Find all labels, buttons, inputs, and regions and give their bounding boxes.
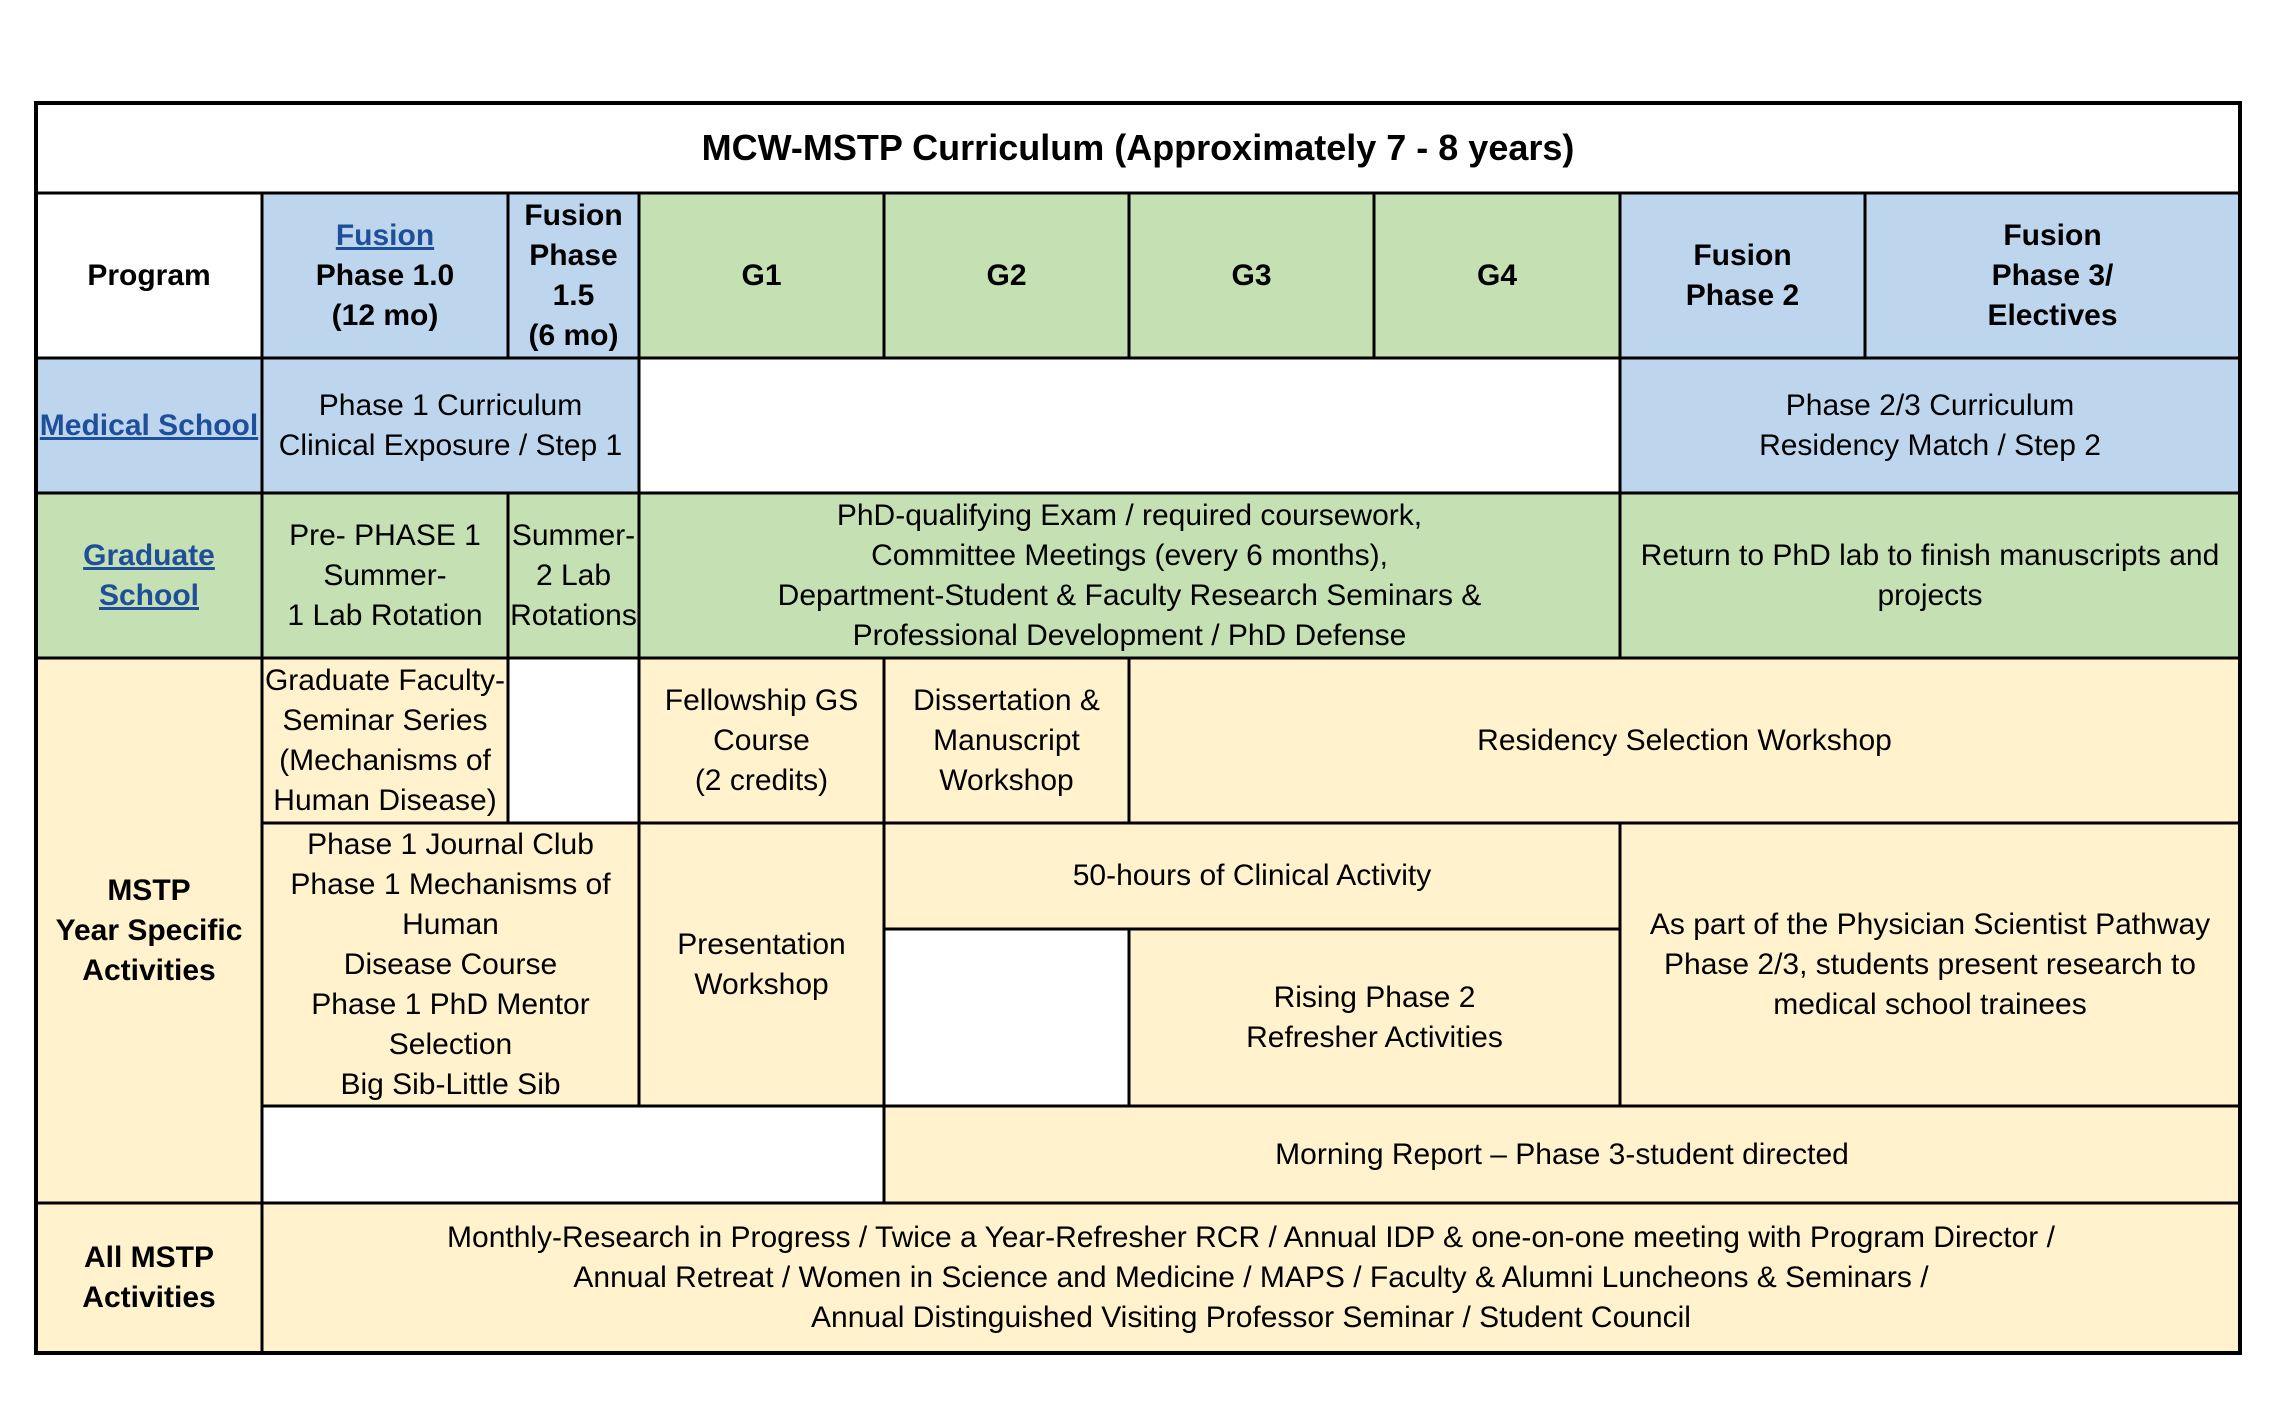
- mstp-seminar-series: Graduate Faculty- Seminar Series (Mechanisms of Human Disease): [262, 658, 508, 823]
- header-g2: G2: [884, 193, 1129, 358]
- graduate-school-link[interactable]: Graduate School: [83, 538, 215, 612]
- graduate-pre-phase-1: Pre- PHASE 1 Summer- 1 Lab Rotation: [262, 493, 508, 658]
- mstp-residency-workshop: Residency Selection Workshop: [1129, 658, 2240, 823]
- medical-phase-1: Phase 1 Curriculum Clinical Exposure / Step 1: [262, 358, 639, 493]
- medical-school-cell: [36, 358, 262, 493]
- page-title: MCW-MSTP Curriculum (Approximately 7 - 8 years): [36, 103, 2240, 193]
- mstp-rising-phase-2: Rising Phase 2 Refresher Activities: [1129, 929, 1620, 1106]
- all-mstp-activities: Monthly-Research in Progress / Twice a Year-Refresher RCR / Annual IDP & one-on-one meeting with Program Director / Annual Retreat / Women in Science and Medicine / MAPS / Faculty & Alumni Luncheons & Seminars / Annual Distinguished Visiting Professor Seminar / Student Council: [262, 1203, 2240, 1353]
- phase-1-label: Phase 1.0 (12 mo): [315, 258, 455, 332]
- header-fusion-phase-3: Fusion Phase 3/ Electives: [1865, 193, 2240, 358]
- header-program: Program: [36, 193, 262, 358]
- graduate-phd-activities: PhD-qualifying Exam / required coursework, Committee Meetings (every 6 months), Department-Student & Faculty Research Seminars & Professional Development / PhD Defense: [639, 493, 1620, 658]
- medical-empty: [639, 358, 1620, 493]
- mstp-morning-report: Morning Report – Phase 3-student directed: [884, 1106, 2240, 1203]
- mstp-empty-3: [262, 1106, 884, 1203]
- header-g1: G1: [639, 193, 884, 358]
- medical-school-link[interactable]: Medical School: [39, 408, 259, 442]
- graduate-return-lab: Return to PhD lab to finish manuscripts and projects: [1620, 493, 2240, 658]
- graduate-summer-2: Summer- 2 Lab Rotations: [508, 493, 639, 658]
- mstp-empty-2: [884, 929, 1129, 1106]
- header-fusion-phase-1: [262, 193, 508, 358]
- mstp-presentation-workshop: Presentation Workshop: [639, 823, 884, 1106]
- mstp-physician-scientist: As part of the Physician Scientist Pathway Phase 2/3, students present research to medical school trainees: [1620, 823, 2240, 1106]
- all-mstp-label: All MSTP Activities: [36, 1203, 262, 1353]
- mstp-journal-club: Phase 1 Journal Club Phase 1 Mechanisms of Human Disease Course Phase 1 PhD Mentor Selection Big Sib-Little Sib: [262, 823, 639, 1106]
- mstp-empty-1: [508, 658, 639, 823]
- graduate-school-cell: [36, 493, 262, 658]
- header-g3: G3: [1129, 193, 1374, 358]
- mstp-clinical-activity: 50-hours of Clinical Activity: [884, 823, 1620, 929]
- medical-phase-2-3: Phase 2/3 Curriculum Residency Match / Step 2: [1620, 358, 2240, 493]
- header-fusion-phase-1-5: Fusion Phase 1.5 (6 mo): [508, 193, 639, 358]
- mstp-fellowship-course: Fellowship GS Course (2 credits): [639, 658, 884, 823]
- fusion-link[interactable]: Fusion: [335, 218, 435, 252]
- mstp-dissertation-workshop: Dissertation & Manuscript Workshop: [884, 658, 1129, 823]
- mstp-year-specific-label: MSTP Year Specific Activities: [36, 658, 262, 1203]
- header-fusion-phase-2: Fusion Phase 2: [1620, 193, 1865, 358]
- header-g4: G4: [1374, 193, 1620, 358]
